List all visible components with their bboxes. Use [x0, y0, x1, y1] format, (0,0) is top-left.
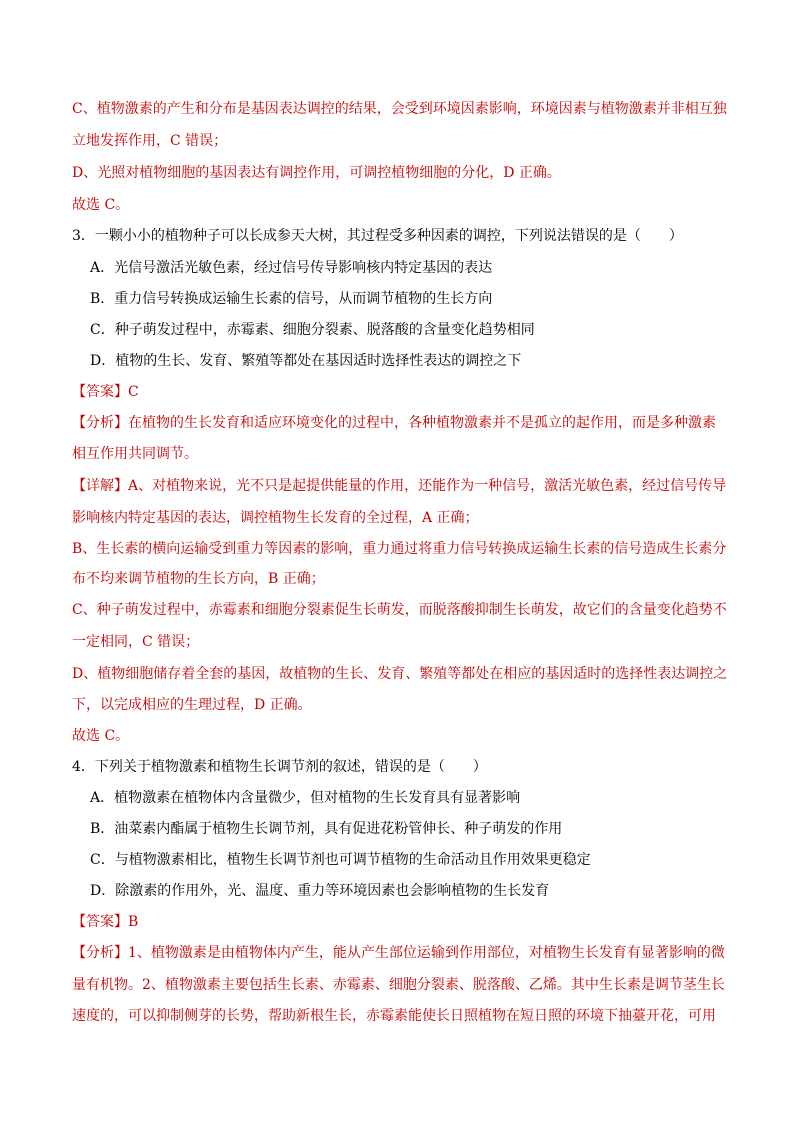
explanation-line: D、光照对植物细胞的基因表达有调控作用，可调控植物细胞的分化，D 正确。	[72, 165, 561, 181]
question-3-option-c: C．种子萌发过程中，赤霉素、细胞分裂素、脱落酸的含量变化趋势相同	[90, 322, 535, 338]
analysis-tag: 【分析】	[72, 415, 128, 431]
explanation-line: 立地发挥作用，C 错误；	[72, 133, 228, 149]
conclusion-line: 故选 C。	[72, 728, 130, 744]
question-3-stem: 3．一颗小小的植物种子可以长成参天大树，其过程受多种因素的调控，下列说法错误的是（ ）	[72, 228, 683, 244]
question-4-analysis	[72, 943, 730, 963]
detail-text: A、对植物来说，光不只是起提供能量的作用，还能作为一种信号，激活光敏色素，经过信号传导	[128, 478, 727, 494]
analysis-text: 1、植物激素是由植物体内产生，能从产生部位运输到作用部位，对植物生长发育有显著影响的微	[128, 945, 725, 961]
question-4-stem: 4．下列关于植物激素和植物生长调节剂的叙述，错误的是（ ）	[72, 759, 487, 775]
answer-tag: 【答案】	[72, 384, 128, 400]
analysis-line: 相互作用共同调节。	[72, 446, 198, 462]
question-3-option-a: A．光信号激活光敏色素，经过信号传导影响核内特定基因的表达	[90, 260, 493, 276]
conclusion-line: 故选 C。	[72, 197, 130, 213]
analysis-line: 速度的，可以抑制侧芽的长势，帮助新根生长，赤霉素能使长日照植物在短日照的环境下抽薹开花，可用	[72, 1008, 716, 1024]
question-3-detail	[72, 476, 730, 496]
question-4-option-d: D．除激素的作用外，光、温度、重力等环境因素也会影响植物的生长发育	[90, 883, 550, 899]
question-4-option-a: A．植物激素在植物体内含量微少，但对植物的生长发育具有显著影响	[90, 790, 521, 806]
explanation-line: C、植物激素的产生和分布是基因表达调控的结果，会受到环境因素影响，环境因素与植物激素并非相互独	[72, 101, 727, 117]
detail-line: D、植物细胞储存着全套的基因，故植物的生长、发育、繁殖等都处在相应的基因适时的选择性表达调控之	[72, 666, 728, 682]
analysis-tag: 【分析】	[72, 945, 128, 961]
question-3-answer	[72, 382, 730, 402]
detail-line: B、生长素的横向运输受到重力等因素的影响，重力通过将重力信号转换成运输生长素的信号造成生长素分	[72, 541, 727, 557]
detail-tag: 【详解】	[72, 478, 128, 494]
answer-tag: 【答案】	[72, 914, 128, 930]
detail-line: 布不均来调节植物的生长方向，B 正确；	[72, 571, 325, 587]
detail-line: 一定相同，C 错误；	[72, 634, 200, 650]
question-3-analysis	[72, 413, 730, 433]
detail-line: 下，以完成相应的生理过程，D 正确。	[72, 697, 312, 713]
analysis-text: 在植物的生长发育和适应环境变化的过程中，各种植物激素并不是孤立的起作用，而是多种激素	[128, 415, 716, 431]
question-3-option-d: D．植物的生长、发育、繁殖等都处在基因适时选择性表达的调控之下	[90, 353, 522, 369]
question-3-option-b: B．重力信号转换成运输生长素的信号，从而调节植物的生长方向	[90, 291, 493, 307]
answer-value: B	[128, 914, 139, 930]
question-4-answer	[72, 912, 730, 932]
detail-line: 影响核内特定基因的表达，调控植物生长发育的全过程，A 正确；	[72, 510, 479, 526]
answer-value: C	[128, 384, 139, 400]
question-4-option-b: B．油菜素内酯属于植物生长调节剂，具有促进花粉管伸长、种子萌发的作用	[90, 821, 563, 837]
question-4-option-c: C．与植物激素相比，植物生长调节剂也可调节植物的生命活动且作用效果更稳定	[90, 852, 591, 868]
analysis-line: 量有机物。2、植物激素主要包括生长素、赤霉素、细胞分裂素、脱落酸、乙烯。其中生长素是调节茎生长	[72, 977, 725, 993]
detail-line: C、种子萌发过程中，赤霉素和细胞分裂素促生长萌发，而脱落酸抑制生长萌发，故它们的含量变化趋势不	[72, 602, 727, 618]
